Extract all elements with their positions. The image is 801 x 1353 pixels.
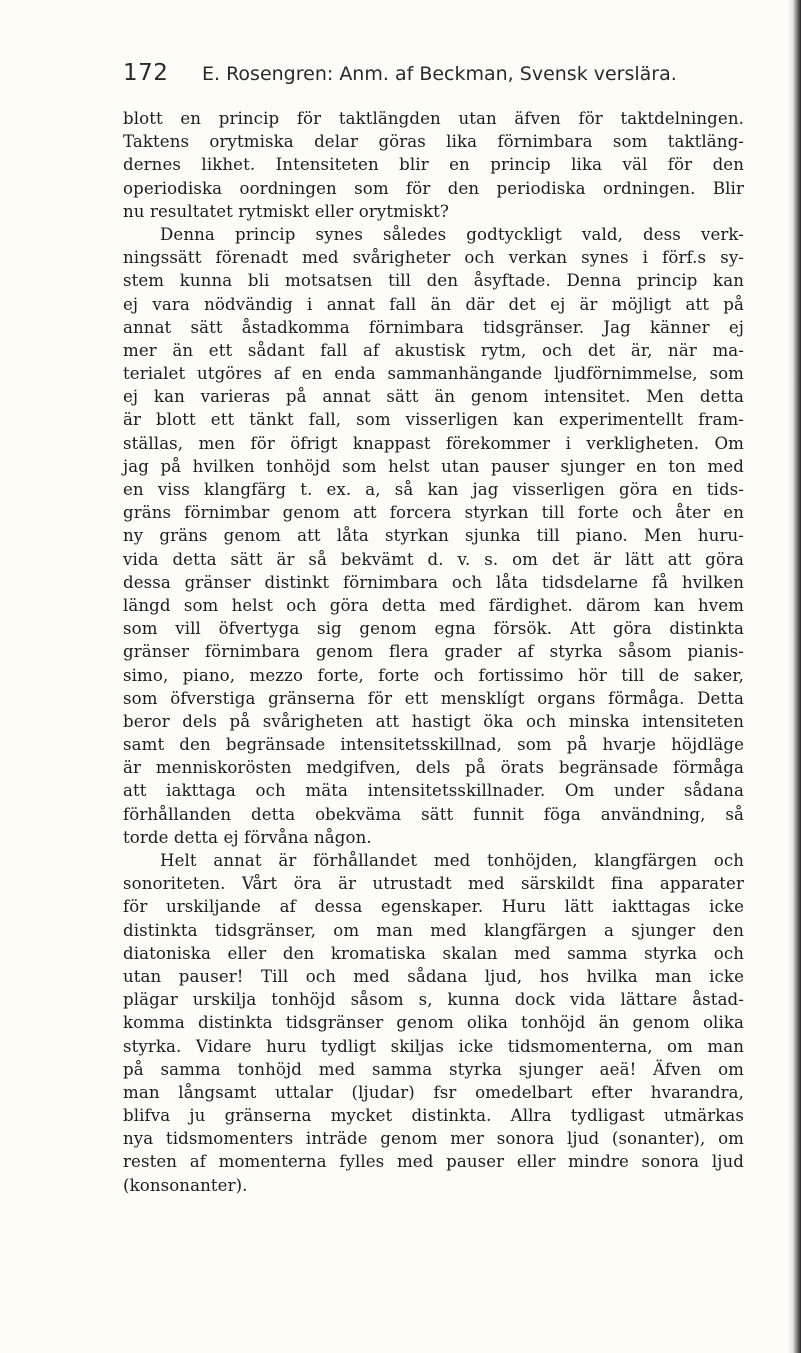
text-line: mer än ett sådant fall af akustisk rytm, och det är, när ma- (123, 340, 744, 360)
text-line: man långsamt uttalar (ljudar) fsr omedelbart efter hvarandra, (123, 1082, 744, 1102)
text-line: stem kunna bli motsatsen till den åsyftade. Denna princip kan (123, 271, 744, 291)
text-line: längd som helst och göra detta med färdighet. därom kan hvem (123, 595, 744, 615)
text-line: diatoniska eller den kromatiska skalan med samma styrka och (123, 943, 744, 963)
text-line: som vill öfvertyga sig genom egna försök. Att göra distinkta (123, 619, 744, 639)
text-line: plägar urskilja tonhöjd såsom s, kunna dock vida lättare åstad- (123, 990, 744, 1010)
text-line: terialet utgöres af en enda sammanhängande ljudförnimmelse, som (123, 364, 744, 384)
text-line: utan pauser! Till och med sådana ljud, hos hvilka man icke (123, 966, 744, 986)
text-line: nya tidsmomenters inträde genom mer sonora ljud (sonanter), om (123, 1129, 744, 1149)
paragraph-first-line: Helt annat är förhållandet med tonhöjden, klangfärgen och (160, 851, 744, 870)
text-line: sonoriteten. Vårt öra är utrustadt med särskildt fina apparater (123, 874, 744, 894)
text-line: ny gräns genom att låta styrkan sjunka till piano. Men huru- (123, 526, 744, 546)
text-line: ej kan varieras på annat sätt än genom intensitet. Men detta (123, 387, 744, 407)
text-line: dessa gränser distinkt förnimbara och låta tidsdelarne få hvilken (123, 572, 744, 592)
text-line: är menniskorösten medgifven, dels på örats begränsade förmåga (123, 758, 744, 778)
text-line: förhållanden detta obekväma sätt funnit föga användning, så (123, 804, 744, 824)
text-line: simo, piano, mezzo forte, forte och fortissimo hör till de saker, (123, 665, 744, 685)
page-number: 172 (123, 60, 169, 86)
text-line: komma distinkta tidsgränser genom olika tonhöjd än genom olika (123, 1013, 744, 1033)
page-header (123, 60, 763, 96)
text-line: nu resultatet rytmiskt eller orytmiskt? (123, 201, 449, 221)
text-line: distinkta tidsgränser, om man med klangfärgen a sjunger den (123, 920, 744, 940)
text-line: dernes likhet. Intensiteten blir en princip lika väl för den (123, 155, 744, 175)
text-line: samt den begränsade intensitetsskillnad, som på hvarje höjdläge (123, 735, 744, 755)
text-line: gräns förnimbar genom att forcera styrkan till forte och åter en (123, 503, 744, 523)
paragraph-first-line: Denna princip synes således godtyckligt vald, dess verk- (160, 224, 744, 244)
text-line: på samma tonhöjd med samma styrka sjunger aeä! Äfven om (123, 1059, 744, 1079)
text-line: att iakttaga och mäta intensitetsskillnader. Om under sådana (123, 781, 744, 801)
text-line: resten af momenterna fylles med pauser eller mindre sonora ljud (123, 1152, 744, 1172)
text-line: operiodiska oordningen som för den periodiska ordningen. Blir (123, 178, 744, 198)
text-line: Taktens orytmiska delar göras lika förnimbara som taktläng- (123, 132, 744, 152)
text-line: beror dels på svårigheten att hastigt öka och minska intensiteten (123, 711, 744, 731)
text-line: styrka. Vidare huru tydligt skiljas icke tidsmomenterna, om man (123, 1036, 744, 1056)
body-text (123, 107, 744, 1197)
text-line: (konsonanter). (123, 1175, 248, 1195)
text-line: ställas, men för öfrigt knappast förekommer i verkligheten. Om (123, 433, 744, 453)
text-line: gränser förnimbara genom flera grader af styrka såsom pianis- (123, 642, 744, 662)
text-line: torde detta ej förvåna någon. (123, 827, 372, 847)
text-line: jag på hvilken tonhöjd som helst utan pauser sjunger en ton med (123, 456, 744, 476)
text-line: annat sätt åstadkomma förnimbara tidsgränser. Jag känner ej (123, 317, 744, 337)
text-line: blifva ju gränserna mycket distinkta. Allra tydligast utmärkas (123, 1106, 744, 1126)
text-line: är blott ett tänkt fall, som visserligen kan experimentellt fram- (123, 410, 744, 430)
text-line: ej vara nödvändig i annat fall än där det ej är möjligt att på (123, 294, 744, 314)
text-line: vida detta sätt är så bekvämt d. v. s. om det är lätt att göra (123, 549, 744, 569)
text-line: blott en princip för taktlängden utan äfven för taktdelningen. (123, 109, 744, 128)
text-line: som öfverstiga gränserna för ett mensklígt organs förmåga. Detta (123, 688, 744, 708)
text-line: ningssätt förenadt med svårigheter och verkan synes i förf.s sy- (123, 248, 744, 268)
text-line: för urskiljande af dessa egenskaper. Huru lätt iakttagas icke (123, 897, 744, 917)
text-line: en viss klangfärg t. ex. a, så kan jag visserligen göra en tids- (123, 480, 744, 499)
page-edge-shadow (787, 0, 801, 1353)
running-title: E. Rosengren: Anm. af Beckman, Svensk verslära. (202, 63, 677, 85)
